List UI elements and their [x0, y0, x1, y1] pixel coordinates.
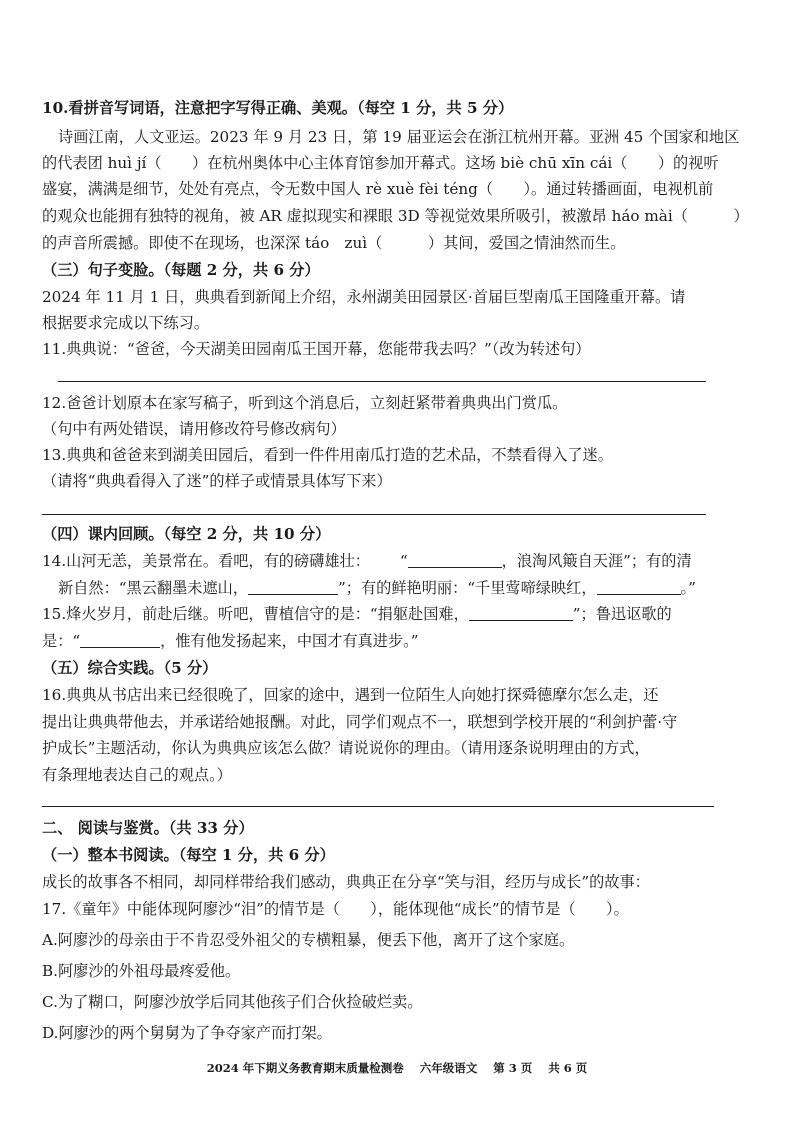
q10-text-line: 盛宴，满满是细节，处处有亮点，令无数中国人 rè xuè fèi téng（ ）。通过转播画面，电视机前	[42, 180, 714, 198]
q10-text-line: 的观众也能拥有独特的视角，被 AR 虚拟现实和裸眼 3D 等视觉效果所吸引，被激昂 háo mài（ ）	[42, 207, 749, 225]
q10-text-line: 的代表团 huì jí（ ）在杭州奥体中心主体育馆参加开幕式。这场 biè chū xīn cái（ ）的视听	[42, 154, 719, 172]
q11-text: 11.典典说：“爸爸，今天湖美田园南瓜王国开幕，您能带我去吗？”（改为转述句）	[42, 340, 591, 358]
q17-option-b: B.阿廖沙的外祖母最疼爱他。	[42, 962, 241, 980]
part2-heading: 二、 阅读与鉴赏。（共 33 分）	[42, 819, 254, 837]
q17-option-d: D.阿廖沙的两个舅舅为了争夺家产而打架。	[42, 1024, 332, 1042]
q14-text-b: ，浪淘风簸自天涯”；有的清	[501, 552, 692, 570]
q10-heading: 10.看拼音写词语，注意把字写得正确、美观。（每空 1 分，共 5 分）	[42, 99, 514, 117]
q15-text-d: ，惟有他发扬起来，中国才有真进步。”	[160, 632, 419, 650]
q14-blank-1[interactable]	[408, 551, 502, 568]
q12-text: 12.爸爸计划原本在家写稿子，听到这个消息后，立刻赶紧带着典典出门赏瓜。	[42, 394, 568, 412]
footer-exam-title: 2024 年下期义务教育期末质量检测卷	[206, 1061, 404, 1075]
section5-heading: （五）综合实践。（5 分）	[42, 659, 218, 677]
q15-text-a: 15.烽火岁月，前赴后继。听吧，曹植信守的是：“捐躯赴国难，	[42, 605, 469, 623]
section4-heading: （四）课内回顾。（每空 2 分，共 10 分）	[42, 525, 331, 543]
q11-answer-line[interactable]	[58, 381, 706, 382]
q16-text-line: 提出让典典带他去，并承诺给她报酬。对此，同学们观点不一，联想到学校开展的“利剑护蕾·守	[42, 713, 678, 731]
section3-intro-line: 2024 年 11 月 1 日，典典看到新闻上介绍，永州湖美田园景区·首届巨型南瓜王国隆重开幕。请	[42, 288, 686, 306]
part2-intro: 成长的故事各不相同，却同样带给我们感动，典典正在分享“笑与泪，经历与成长”的故事：	[42, 873, 650, 891]
q17-option-a: A.阿廖沙的母亲由于不肯忍受外祖父的专横粗暴，便丢下他，离开了这个家庭。	[42, 931, 575, 949]
q15-line-2	[42, 630, 419, 652]
q14-blank-3[interactable]	[597, 578, 681, 595]
q16-text-line: 护成长”主题活动，你认为典典应该怎么做？请说说你的理由。（请用逐条说明理由的方式，	[42, 739, 650, 757]
q14-text-e: 。”	[680, 579, 696, 597]
q14-text-c: 新自然：“黑云翻墨未遮山，	[58, 579, 249, 597]
q10-text-line: 诗画江南，人文亚运。2023 年 9 月 23 日，第 19 届亚运会在浙江杭州开幕。亚洲 45 个国家和地区	[58, 128, 740, 146]
q14-line-1	[42, 550, 692, 572]
q14-blank-2[interactable]	[248, 578, 338, 595]
footer-page-number: 第 3 页	[493, 1061, 533, 1075]
q17-text: 17.《童年》中能体现阿廖沙“泪”的情节是（ ），能体现他“成长”的情节是（ ）。	[42, 900, 629, 918]
q15-blank-2[interactable]	[80, 631, 160, 648]
q17-option-c: C.为了糊口，阿廖沙放学后同其他孩子们合伙捡破烂卖。	[42, 993, 423, 1011]
q15-text-c: 是：“	[42, 632, 81, 650]
q12-note: （句中有两处错误，请用修改符号修改病句）	[42, 420, 346, 438]
section3-intro-line: 根据要求完成以下练习。	[42, 314, 210, 332]
q13-text: 13.典典和爸爸来到湖美田园后，看到一件件用南瓜打造的艺术品，不禁看得入了迷。	[42, 446, 613, 464]
q10-text-line: 的声音所震撼。即使不在现场，也深深 táo zuì（ ）其间，爱国之情油然而生。	[42, 234, 626, 252]
q13-note: （请将“典典看得入了迷”的样子或情景具体写下来）	[42, 472, 392, 490]
q16-answer-line[interactable]	[42, 806, 714, 807]
page-footer	[0, 1060, 794, 1076]
q15-text-b: ”；鲁迅讴歌的	[572, 605, 672, 623]
footer-subject: 六年级语文	[419, 1061, 478, 1075]
part2-sub-heading: （一）整本书阅读。（每空 1 分，共 6 分）	[42, 846, 335, 864]
section3-heading: （三）句子变脸。（每题 2 分，共 6 分）	[42, 261, 320, 279]
q14-text-d: ”；有的鲜艳明丽：“千里莺啼绿映红，	[338, 579, 597, 597]
q15-line-1	[42, 603, 672, 625]
open-quote: “	[399, 552, 408, 570]
q14-line-2	[58, 577, 696, 599]
q13-answer-line[interactable]	[42, 514, 706, 515]
q14-text-a: 14.山河无恙，美景常在。看吧，有的磅礴雄壮：	[42, 552, 370, 570]
q16-text-line: 有条理地表达自己的观点。）	[42, 766, 232, 784]
q15-blank-1[interactable]	[469, 604, 573, 621]
footer-total-pages: 共 6 页	[548, 1061, 588, 1075]
q16-text-line: 16.典典从书店出来已经很晚了，回家的途中，遇到一位陌生人向她打探舜德摩尔怎么走，还	[42, 686, 659, 704]
